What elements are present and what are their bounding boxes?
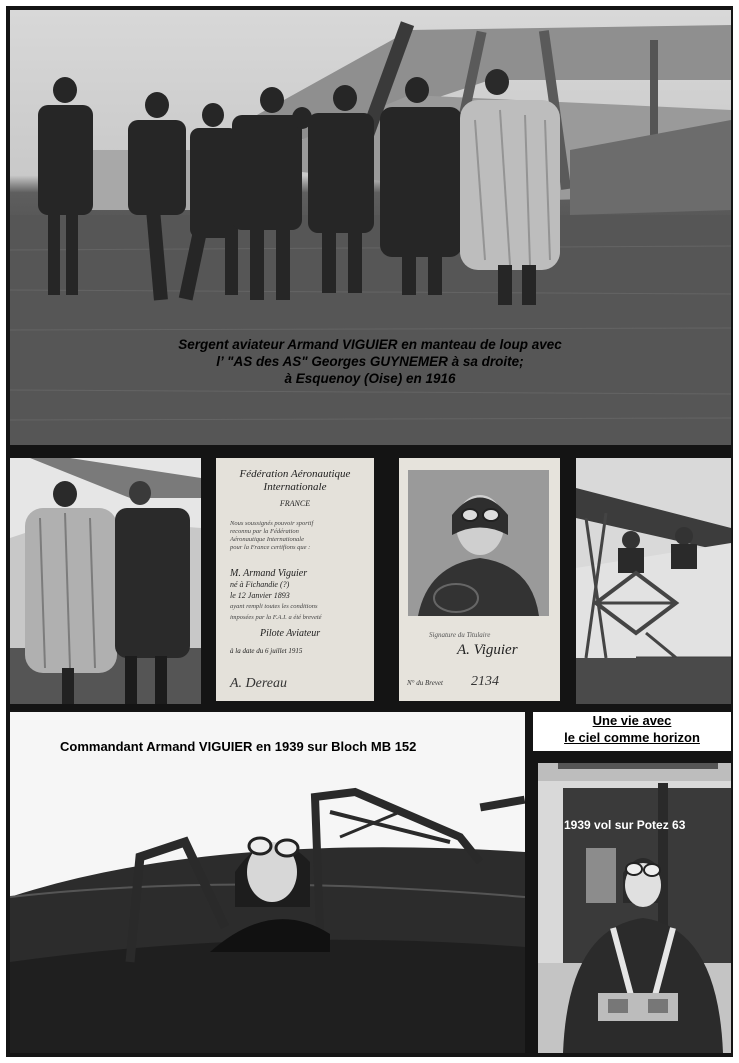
photo-bloch-cockpit [10,712,525,1053]
licence-body3: Aéronautique Internationale [230,536,304,543]
photo-biplane-crew [576,458,731,704]
licence-born-place: né à Fichandie (?) [230,580,290,589]
licence-title: Pilote Aviateur [260,628,321,639]
photo-potez-pilot [538,763,731,1053]
id-signature: A. Viguier [457,642,518,658]
licence-name: M. Armand Viguier [230,568,308,579]
potez-illustration [538,763,731,1053]
photo-esquenoy-group [10,10,731,445]
licence-conditions2: imposées par la F.A.I. a été breveté [230,614,322,621]
side-title-line2: le ciel comme horizon [564,730,700,745]
two-aviators-illustration [10,458,201,704]
caption-top-line2: l’ "AS des AS" Georges GUYNEMER à sa droite; [216,354,524,369]
side-title-card [533,712,731,751]
licence-header1: Fédération Aéronautique [239,468,351,480]
side-title-line1: Une vie avec [592,713,672,728]
caption-top-line1: Sergent aviateur Armand VIGUIER en manteau de loup avec [178,337,562,352]
biplane-illustration [576,458,731,704]
licence-body2: reconnu par la Fédération [230,528,299,535]
licence-conditions1: ayant rempli toutes les conditions [230,603,318,610]
licence-country: FRANCE [279,499,311,508]
licence-date: à la date du 6 juillet 1915 [230,647,303,655]
pilot-licence-card [216,458,374,701]
licence-signature: A. Dereau [230,676,288,691]
caption-top [130,336,610,387]
pilot-id-card [399,458,560,701]
photo-two-aviators [10,458,201,704]
id-signature-label: Signature du Titulaire [429,631,491,639]
id-brevet-number: 2134 [470,674,499,689]
licence-born-date: le 12 Janvier 1893 [230,591,290,600]
bloch-illustration [10,712,525,1053]
id-brevet-label: N° du Brevet [407,679,443,687]
licence-body1: Nous soussignés pouvoir sportif [230,520,314,527]
caption-potez: 1939 vol sur Potez 63 [564,818,686,832]
licence-header2: Internationale [263,481,327,493]
portrait-illustration [408,470,549,616]
licence-body4: pour la France certifions que : [230,544,311,551]
caption-bloch: Commandant Armand VIGUIER en 1939 sur Bloch MB 152 [60,739,417,754]
caption-top-line3: à Esquenoy (Oise) en 1916 [284,371,456,386]
id-portrait [408,470,549,616]
